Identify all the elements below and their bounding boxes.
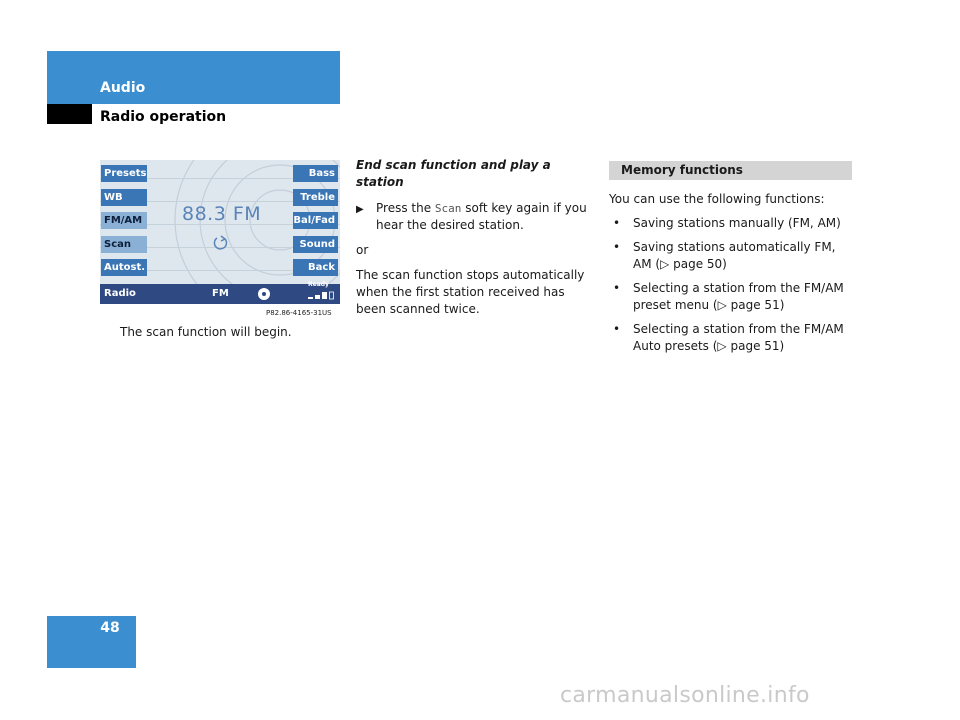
section-title: Audio (100, 80, 146, 96)
signal-strength-icon (308, 291, 338, 301)
softkey-bass[interactable]: Bass (293, 165, 338, 182)
softkey-presets[interactable]: Presets (101, 165, 147, 182)
softkey-bal-fad[interactable]: Bal/Fad (293, 212, 338, 229)
bullet-icon: • (613, 281, 621, 295)
header-band (47, 51, 340, 104)
softkey-wb[interactable]: WB (101, 189, 147, 206)
or-text: or (356, 243, 369, 257)
list-item: • Selecting a station from the FM/AM Auto presets (▷ page 51) (609, 321, 852, 355)
bullet-icon: • (613, 216, 621, 230)
auto-stop-text: The scan function stops automatically when the first station received has been scanned twice. (356, 268, 585, 316)
softkey-fm-am[interactable]: FM/AM (101, 212, 147, 229)
status-bar (100, 284, 340, 304)
end-scan-column (356, 157, 596, 326)
scan-begin-text: The scan function will begin. (120, 325, 292, 339)
memory-functions-column (609, 161, 852, 362)
status-ready: Ready (308, 281, 329, 288)
arrow-bullet-icon: ▶ (356, 204, 364, 215)
softkey-sound[interactable]: Sound (293, 236, 338, 253)
softkey-treble[interactable]: Treble (293, 189, 338, 206)
end-scan-heading: End scan function and play a station (356, 158, 551, 189)
instruction-text: Press the Scan soft key again if you hear the desired station. (376, 201, 587, 232)
bullet-icon: • (613, 322, 621, 336)
watermark: carmanualsonline.info (560, 683, 810, 708)
status-band: FM (212, 288, 229, 299)
figure-reference: P82.86-4165-31US (266, 309, 332, 317)
status-mode: Radio (104, 288, 136, 299)
radio-display (100, 160, 340, 304)
section-subtitle: Radio operation (100, 109, 227, 125)
page-number: 48 (100, 620, 120, 636)
softkey-scan[interactable]: Scan (101, 236, 147, 253)
list-item: • Saving stations manually (FM, AM) (609, 215, 852, 232)
list-item: • Saving stations automatically FM, AM (▷ page 50) (609, 239, 852, 273)
list-item: • Selecting a station from the FM/AM preset menu (▷ page 51) (609, 280, 852, 314)
memory-functions-heading: Memory functions (609, 161, 852, 180)
scan-key-label: Scan (434, 202, 462, 215)
header-marker (47, 104, 92, 124)
softkey-back[interactable]: Back (293, 259, 338, 276)
cd-icon (257, 287, 271, 301)
scan-icon (212, 235, 228, 251)
bullet-icon: • (613, 240, 621, 254)
frequency-readout: 88.3 FM (182, 203, 262, 225)
softkey-autost[interactable]: Autost. (101, 259, 147, 276)
memory-intro: You can use the following functions: (609, 192, 825, 206)
instruction-step (356, 200, 596, 234)
